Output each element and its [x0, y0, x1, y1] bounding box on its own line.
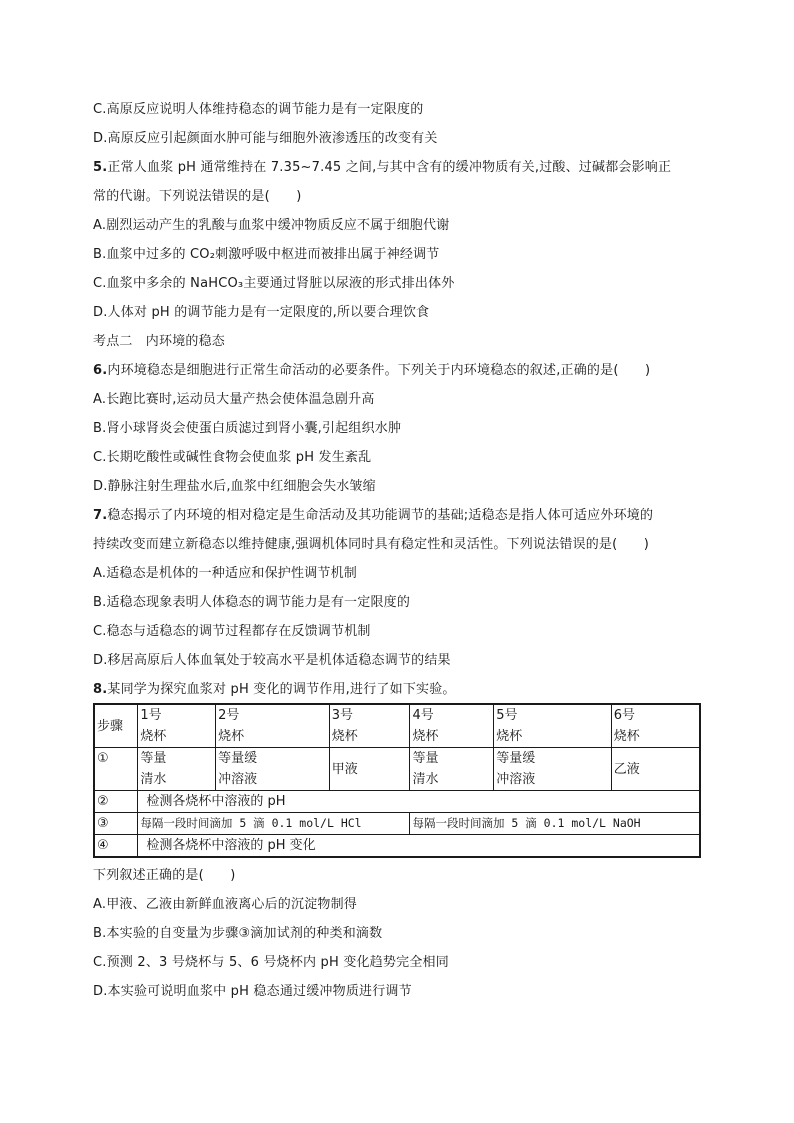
- step1-cup5: [494, 748, 612, 791]
- cup-name: 烧杯: [412, 729, 439, 744]
- cup-header-5: [494, 704, 612, 748]
- cell-line: 等量: [412, 751, 439, 766]
- q8-ask: 下列叙述正确的是( ): [93, 868, 236, 883]
- q8-option-a: A.甲液、乙液由新鲜血液离心后的沉淀物制得: [93, 897, 357, 912]
- q5-stem: [93, 158, 705, 177]
- step-header: 步骤: [94, 704, 138, 748]
- cell-line: 清水: [140, 772, 167, 787]
- q7-stem-line1: 稳态揭示了内环境的相对稳定是生命活动及其功能调节的基础;适稳态是指人体可适应外环境的: [107, 508, 654, 523]
- step1-cup2: [216, 748, 330, 791]
- q5-number: 5.: [93, 160, 108, 175]
- q7-number: 7.: [93, 508, 108, 523]
- q5-option-d: D.人体对 pH 的调节能力是有一定限度的,所以要合理饮食: [93, 305, 430, 320]
- worksheet-page: [93, 100, 705, 1011]
- q4-option-d: D.高原反应引起颜面水肿可能与细胞外液渗透压的改变有关: [93, 131, 438, 146]
- step2-label: ②: [94, 791, 138, 813]
- cell-line: 冲溶液: [496, 772, 536, 787]
- q7-option-d: D.移居高原后人体血氧处于较高水平是机体适稳态调节的结果: [93, 653, 451, 668]
- cup-header-3: [329, 704, 410, 748]
- cell-line: 等量缓: [496, 751, 536, 766]
- experiment-table: [93, 703, 701, 858]
- cup-header-1: [138, 704, 216, 748]
- q4-option-c: C.高原反应说明人体维持稳态的调节能力是有一定限度的: [93, 102, 424, 117]
- cup-header-4: [410, 704, 494, 748]
- table-row-step4: [94, 835, 700, 858]
- cup-number: 4号: [412, 708, 434, 723]
- step1-cup6: 乙液: [611, 748, 700, 791]
- step4-label: ④: [94, 835, 138, 858]
- cup-name: 烧杯: [613, 729, 640, 744]
- cup-header-2: [216, 704, 330, 748]
- table-row-step1: [94, 748, 700, 791]
- q5-stem-line1: 正常人血浆 pH 通常维持在 7.35~7.45 之间,与其中含有的缓冲物质有关,过酸、过碱都会影响正: [107, 160, 672, 175]
- cup-name: 烧杯: [496, 729, 523, 744]
- q6-stem-text: 内环境稳态是细胞进行正常生命活动的必要条件。下列关于内环境稳态的叙述,正确的是( ): [107, 363, 651, 378]
- cup-number: 6号: [613, 708, 636, 723]
- q8-option-b: B.本实验的自变量为步骤③滴加试剂的种类和滴数: [93, 926, 383, 941]
- step1-cup1: [138, 748, 216, 791]
- q6-option-a: A.长跑比赛时,运动员大量产热会使体温急剧升高: [93, 392, 375, 407]
- q8-number: 8.: [93, 682, 108, 697]
- step3-label: ③: [94, 813, 138, 835]
- q6-stem: [93, 361, 705, 390]
- q5-option-a: A.剧烈运动产生的乳酸与血浆中缓冲物质反应不属于细胞代谢: [93, 218, 450, 233]
- q6-option-c: C.长期吃酸性或碱性食物会使血浆 pH 发生紊乱: [93, 450, 372, 465]
- step3-hcl: 每隔一段时间滴加 5 滴 0.1 mol/L HCl: [138, 813, 410, 835]
- step1-cup3: 甲液: [329, 748, 410, 791]
- cup-number: 1号: [140, 708, 162, 723]
- step1-label: ①: [94, 748, 138, 791]
- q7-option-a: A.适稳态是机体的一种适应和保护性调节机制: [93, 566, 357, 581]
- cup-name: 烧杯: [218, 729, 245, 744]
- q8-option-c: C.预测 2、3 号烧杯与 5、6 号烧杯内 pH 变化趋势完全相同: [93, 955, 449, 970]
- q7-stem: [93, 506, 705, 525]
- cup-header-6: [611, 704, 700, 748]
- q5-stem-line2: 常的代谢。下列说法错误的是( ): [93, 189, 302, 204]
- cup-name: 烧杯: [140, 729, 167, 744]
- cup-number: 5号: [496, 708, 518, 723]
- step3-naoh: 每隔一段时间滴加 5 滴 0.1 mol/L NaOH: [410, 813, 700, 835]
- cell-line: 清水: [412, 772, 439, 787]
- q6-option-d: D.静脉注射生理盐水后,血浆中红细胞会失水皱缩: [93, 479, 376, 494]
- cell-line: 等量: [140, 751, 167, 766]
- q8-option-d: D.本实验可说明血浆中 pH 稳态通过缓冲物质进行调节: [93, 984, 412, 999]
- q7-option-b: B.适稳态现象表明人体稳态的调节能力是有一定限度的: [93, 595, 411, 610]
- cell-line: 冲溶液: [218, 772, 258, 787]
- table-header-row: [94, 704, 700, 748]
- q5-option-c: C.血浆中多余的 NaHCO₃主要通过肾脏以尿液的形式排出体外: [93, 276, 455, 291]
- table-row-step3: [94, 813, 700, 835]
- q6-number: 6.: [93, 363, 108, 378]
- step4-content: 检测各烧杯中溶液的 pH 变化: [138, 835, 700, 858]
- q8-stem-text: 某同学为探究血浆对 pH 变化的调节作用,进行了如下实验。: [107, 682, 456, 697]
- cell-line: 等量缓: [218, 751, 258, 766]
- q6-option-b: B.肾小球肾炎会使蛋白质滤过到肾小囊,引起组织水肿: [93, 421, 402, 436]
- cup-number: 3号: [331, 708, 354, 723]
- step2-content: 检测各烧杯中溶液的 pH: [138, 791, 700, 813]
- q5-option-b: B.血浆中过多的 CO₂刺激呼吸中枢进而被排出属于神经调节: [93, 247, 440, 262]
- cup-name: 烧杯: [331, 729, 358, 744]
- cup-number: 2号: [218, 708, 240, 723]
- q7-stem-line2: 持续改变而建立新稳态以维持健康,强调机体同时具有稳定性和灵活性。下列说法错误的是( ): [93, 537, 650, 552]
- step1-cup4: [410, 748, 494, 791]
- table-row-step2: [94, 791, 700, 813]
- q7-option-c: C.稳态与适稳态的调节过程都存在反馈调节机制: [93, 624, 371, 639]
- section-heading: 考点二 内环境的稳态: [93, 334, 226, 349]
